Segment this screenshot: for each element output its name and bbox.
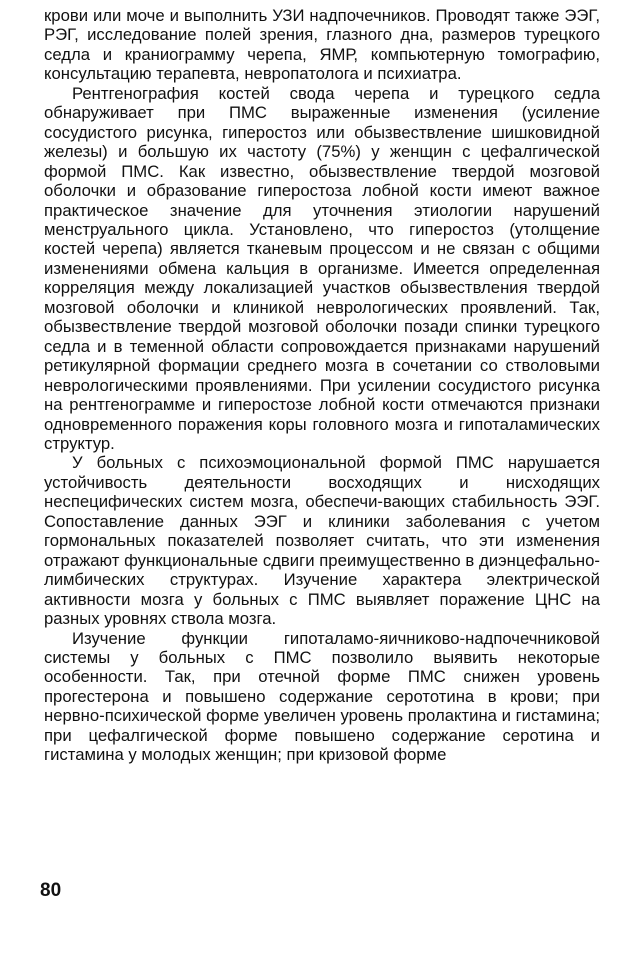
paragraph-hormones: Изучение функции гипоталамо-яичниково-надпочечниковой системы у больных с ПМС позволило выявить некоторые особенности. Так, при отечной форме ПМС снижен уровень прогестерона и повышено содержание серототина в крови; при нервно-психической форме увеличен уровень пролактина и гистамина; при цефалгической форме повышено содержание серотина и гистамина у молодых женщин; при кризовой форме bbox=[44, 628, 600, 765]
paragraph-continuation: крови или моче и выполнить УЗИ надпочечников. Проводят также ЭЭГ, РЭГ, исследование полей зрения, глазного дна, размеров турецкого седла и краниограмму черепа, ЯМР, компьютерную томографию, консультацию терапевта, невропатолога и психиатра. bbox=[44, 6, 600, 84]
paragraph-eeg: У больных с психоэмоциональной формой ПМС нарушается устойчивость деятельности восходящих и нисходящих неспецифических систем мозга, обеспечи-вающих стабильность ЭЭГ. Сопоставление данных ЭЭГ и клиники заболевания с учетом гормональных показателей позволяет считать, что эти изменения отражают функциональные сдвиги преимущественно в диэнцефально-лимбических структурах. Изучение характера электрической активности мозга у больных с ПМС выявляет поражение ЦНС на разных уровнях ствола мозга. bbox=[44, 453, 600, 629]
page-body-text bbox=[44, 6, 600, 765]
page-number: 80 bbox=[40, 880, 62, 901]
paragraph-radiography: Рентгенография костей свода черепа и турецкого седла обнаруживает при ПМС выраженные изменения (усиление сосудистого рисунка, гиперостоз или обызвествление шишковидной железы) и большую их частоту (75%) у женщин с цефалгической формой ПМС. Как известно, обызвествление твердой мозговой оболочки и образование гиперостоза лобной кости имеют важное практическое значение для уточнения этиологии нарушений менструального цикла. Установлено, что гиперостоз (утолщение костей черепа) является тканевым процессом и не связан с общими изменениями обмена кальция в организме. Имеется определенная корреляция между локализацией участков обызвествления твердой мозговой оболочки и клиникой неврологических проявлений. Так, обызвествление твердой мозговой оболочки позади спинки турецкого седла и в теменной области сопровождается признаками нарушений ретикулярной формации среднего мозга в сочетании со стволовыми неврологическими проявлениями. При усилении сосудистого рисунка на рентгенограмме и гиперостозе лобной кости отмечаются признаки одновременного поражения коры головного мозга и гипоталамических структур. bbox=[44, 83, 600, 453]
